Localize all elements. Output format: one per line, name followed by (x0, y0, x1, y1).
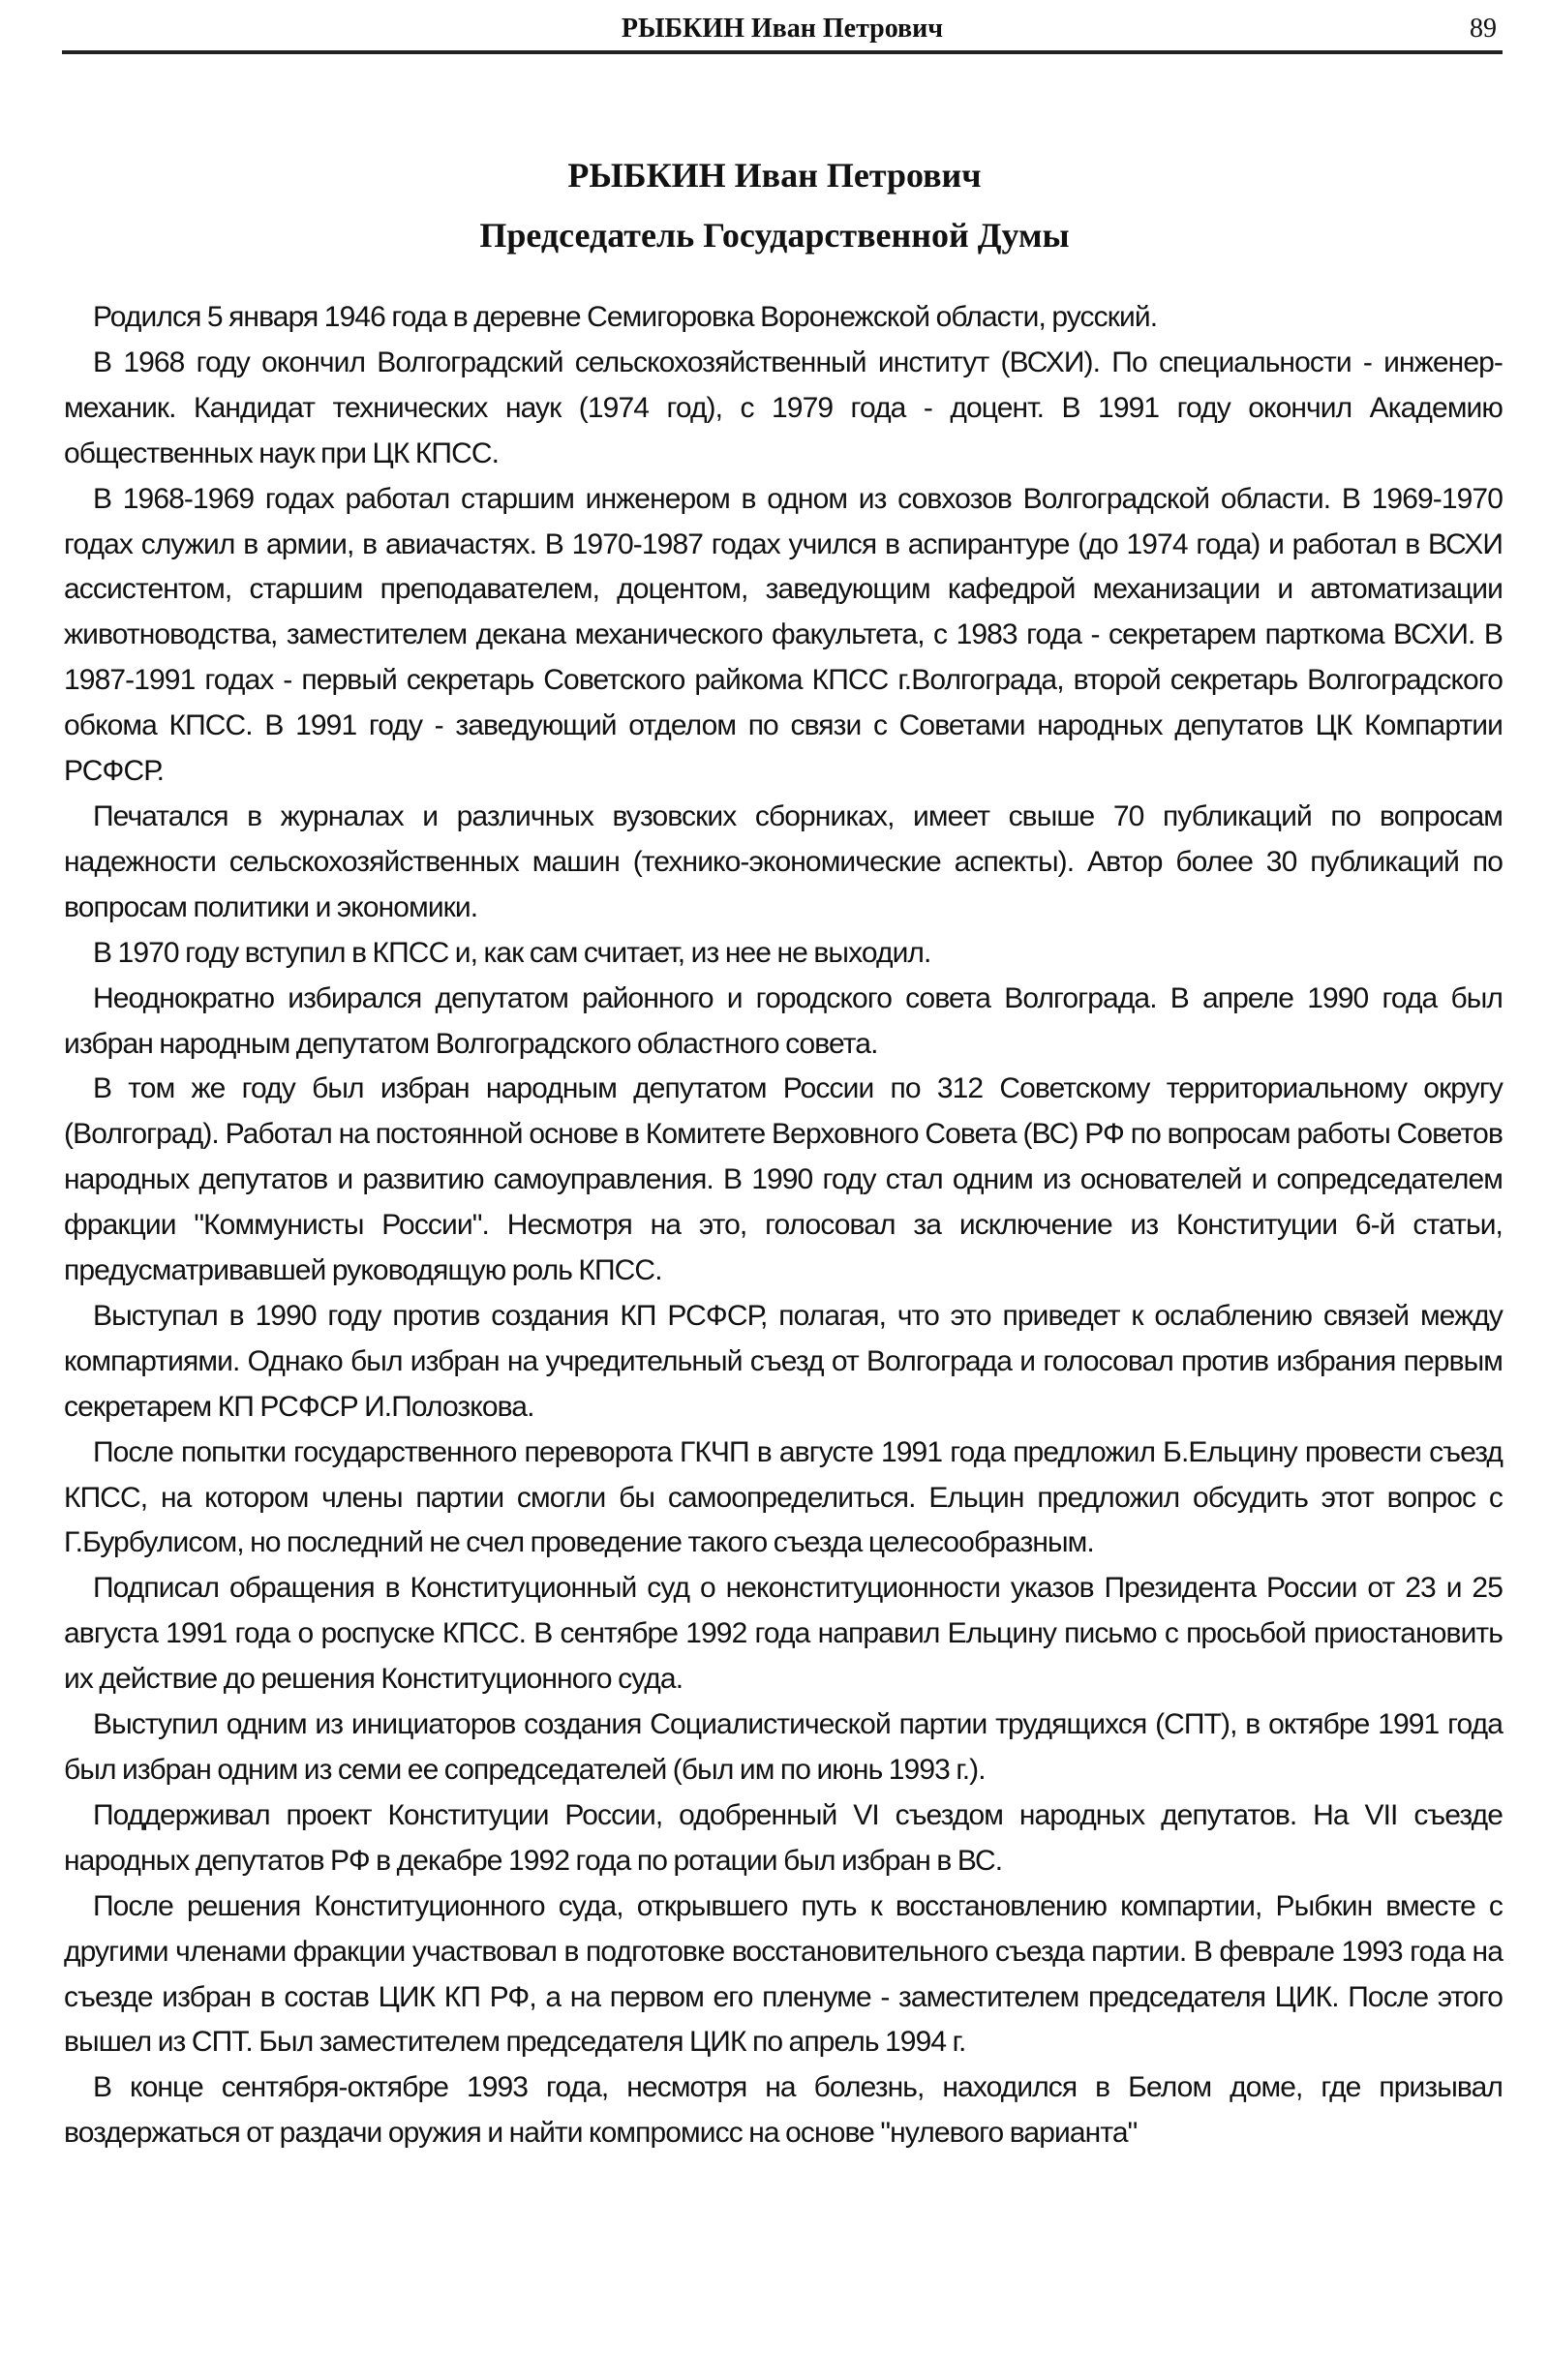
paragraph: После решения Конституционного суда, открывшего путь к восстановлению компартии, Рыбкин вместе с другими членами фракции участвовал в подготовке восстановительного съезда партии. В феврале 1993 года на съезде избран в состав ЦИК КП РФ, а на первом его пленуме - заместителем председателя ЦИК. После этого вышел из СПТ. Был заместителем председателя ЦИК по апрель 1994 г. (64, 1889, 1503, 2059)
paragraph: Выступил одним из инициаторов создания Социалистической партии трудящихся (СПТ), в октябре 1991 года был избран одним из семи ее сопредседателей (был им по июнь 1993 г.). (64, 1708, 1503, 1786)
page-number: 89 (1470, 14, 1497, 44)
paragraph: Подписал обращения в Конституционный суд о неконституционности указов Президента России от 23 и 25 августа 1991 года о роспуске КПСС. В сентябре 1992 года направил Ельцину письмо с просьбой приостановить их действие до решения Конституционного суда. (64, 1572, 1503, 1696)
paragraph: В 1968 году окончил Волгоградский сельскохозяйственный институт (ВСХИ). По специальности - инженер-механик. Кандидат технических наук (1974 год), с 1979 года - доцент. В 1991 году окончил Академию общественных наук при ЦК КПСС. (64, 346, 1503, 469)
article-subtitle: Председатель Государственной Думы (479, 216, 1070, 255)
paragraph: В том же году был избран народным депутатом России по 312 Советскому территориальному округу (Волгоград). Работал на постоянной основе в Комитете Верховного Совета (ВС) РФ по вопросам работы Советов народных депутатов и развитию самоуправления. В 1990 году стал одним из основателей и сопредседателем фракции "Коммунисты России". Несмотря на это, голосовал за исключение из Конституции 6-й статьи, предусматривавшей руководящую роль КПСС. (64, 1072, 1503, 1287)
paragraph: После попытки государственного переворота ГКЧП в августе 1991 года предложил Б.Ельцину провести съезд КПСС, на котором члены партии смогли бы самоопределиться. Ельцин предложил обсудить этот вопрос с Г.Бурбулисом, но последний не счел проведение такого съезда целесообразным. (64, 1435, 1503, 1559)
paragraph: В конце сентября-октябре 1993 года, несмотря на болезнь, находился в Белом доме, где призывал воздержаться от раздачи оружия и найти компромисс на основе "нулевого варианта" (64, 2071, 1503, 2150)
running-title: РЫБКИН Иван Петрович (621, 14, 944, 44)
paragraph: Выступал в 1990 году против создания КП РСФСР, полагая, что это приведет к ослаблению связей между компартиями. Однако был избран на учредительный съезд от Волгограда и голосовал против избрания первым секретарем КП РСФСР И.Полозкова. (64, 1299, 1503, 1423)
paragraph: Поддерживал проект Конституции России, одобренный VI съездом народных депутатов. На VII съезде народных депутатов РФ в декабре 1992 года по ротации был избран в ВС. (64, 1798, 1503, 1877)
paragraph: В 1970 году вступил в КПСС и, как сам считает, из нее не выходил. (93, 936, 931, 969)
paragraph: Печатался в журналах и различных вузовских сборниках, имеет свыше 70 публикаций по вопросам надежности сельскохозяйственных машин (технико-экономические аспекты). Автор более 30 публикаций по вопросам политики и экономики. (64, 799, 1503, 923)
article-body (64, 295, 1503, 2156)
running-header (62, 8, 1503, 54)
paragraph: Родился 5 января 1946 года в деревне Семигоровка Воронежской области, русский. (93, 301, 1158, 333)
paragraph: Неоднократно избирался депутатом районного и городского совета Волгограда. В апреле 1990 года был избран народным депутатом Волгоградского областного совета. (64, 981, 1503, 1060)
paragraph: В 1968-1969 годах работал старшим инженером в одном из совхозов Волгоградской области. В 1969-1970 годах служил в армии, в авиачастях. В 1970-1987 годах учился в аспирантуре (до 1974 года) и работал в ВСХИ ассистентом, старшим преподавателем, доцентом, заведующим кафедрой механизации и автоматизации животноводства, заместителем декана механического факультета, с 1983 года - секретарем парткома ВСХИ. В 1987-1991 годах - первый секретарь Советского райкома КПСС г.Волгограда, второй секретарь Волгоградского обкома КПСС. В 1991 году - заведующий отделом по связи с Советами народных депутатов ЦК Компартии РСФСР. (64, 482, 1503, 788)
article-title: РЫБКИН Иван Петрович (567, 156, 982, 195)
